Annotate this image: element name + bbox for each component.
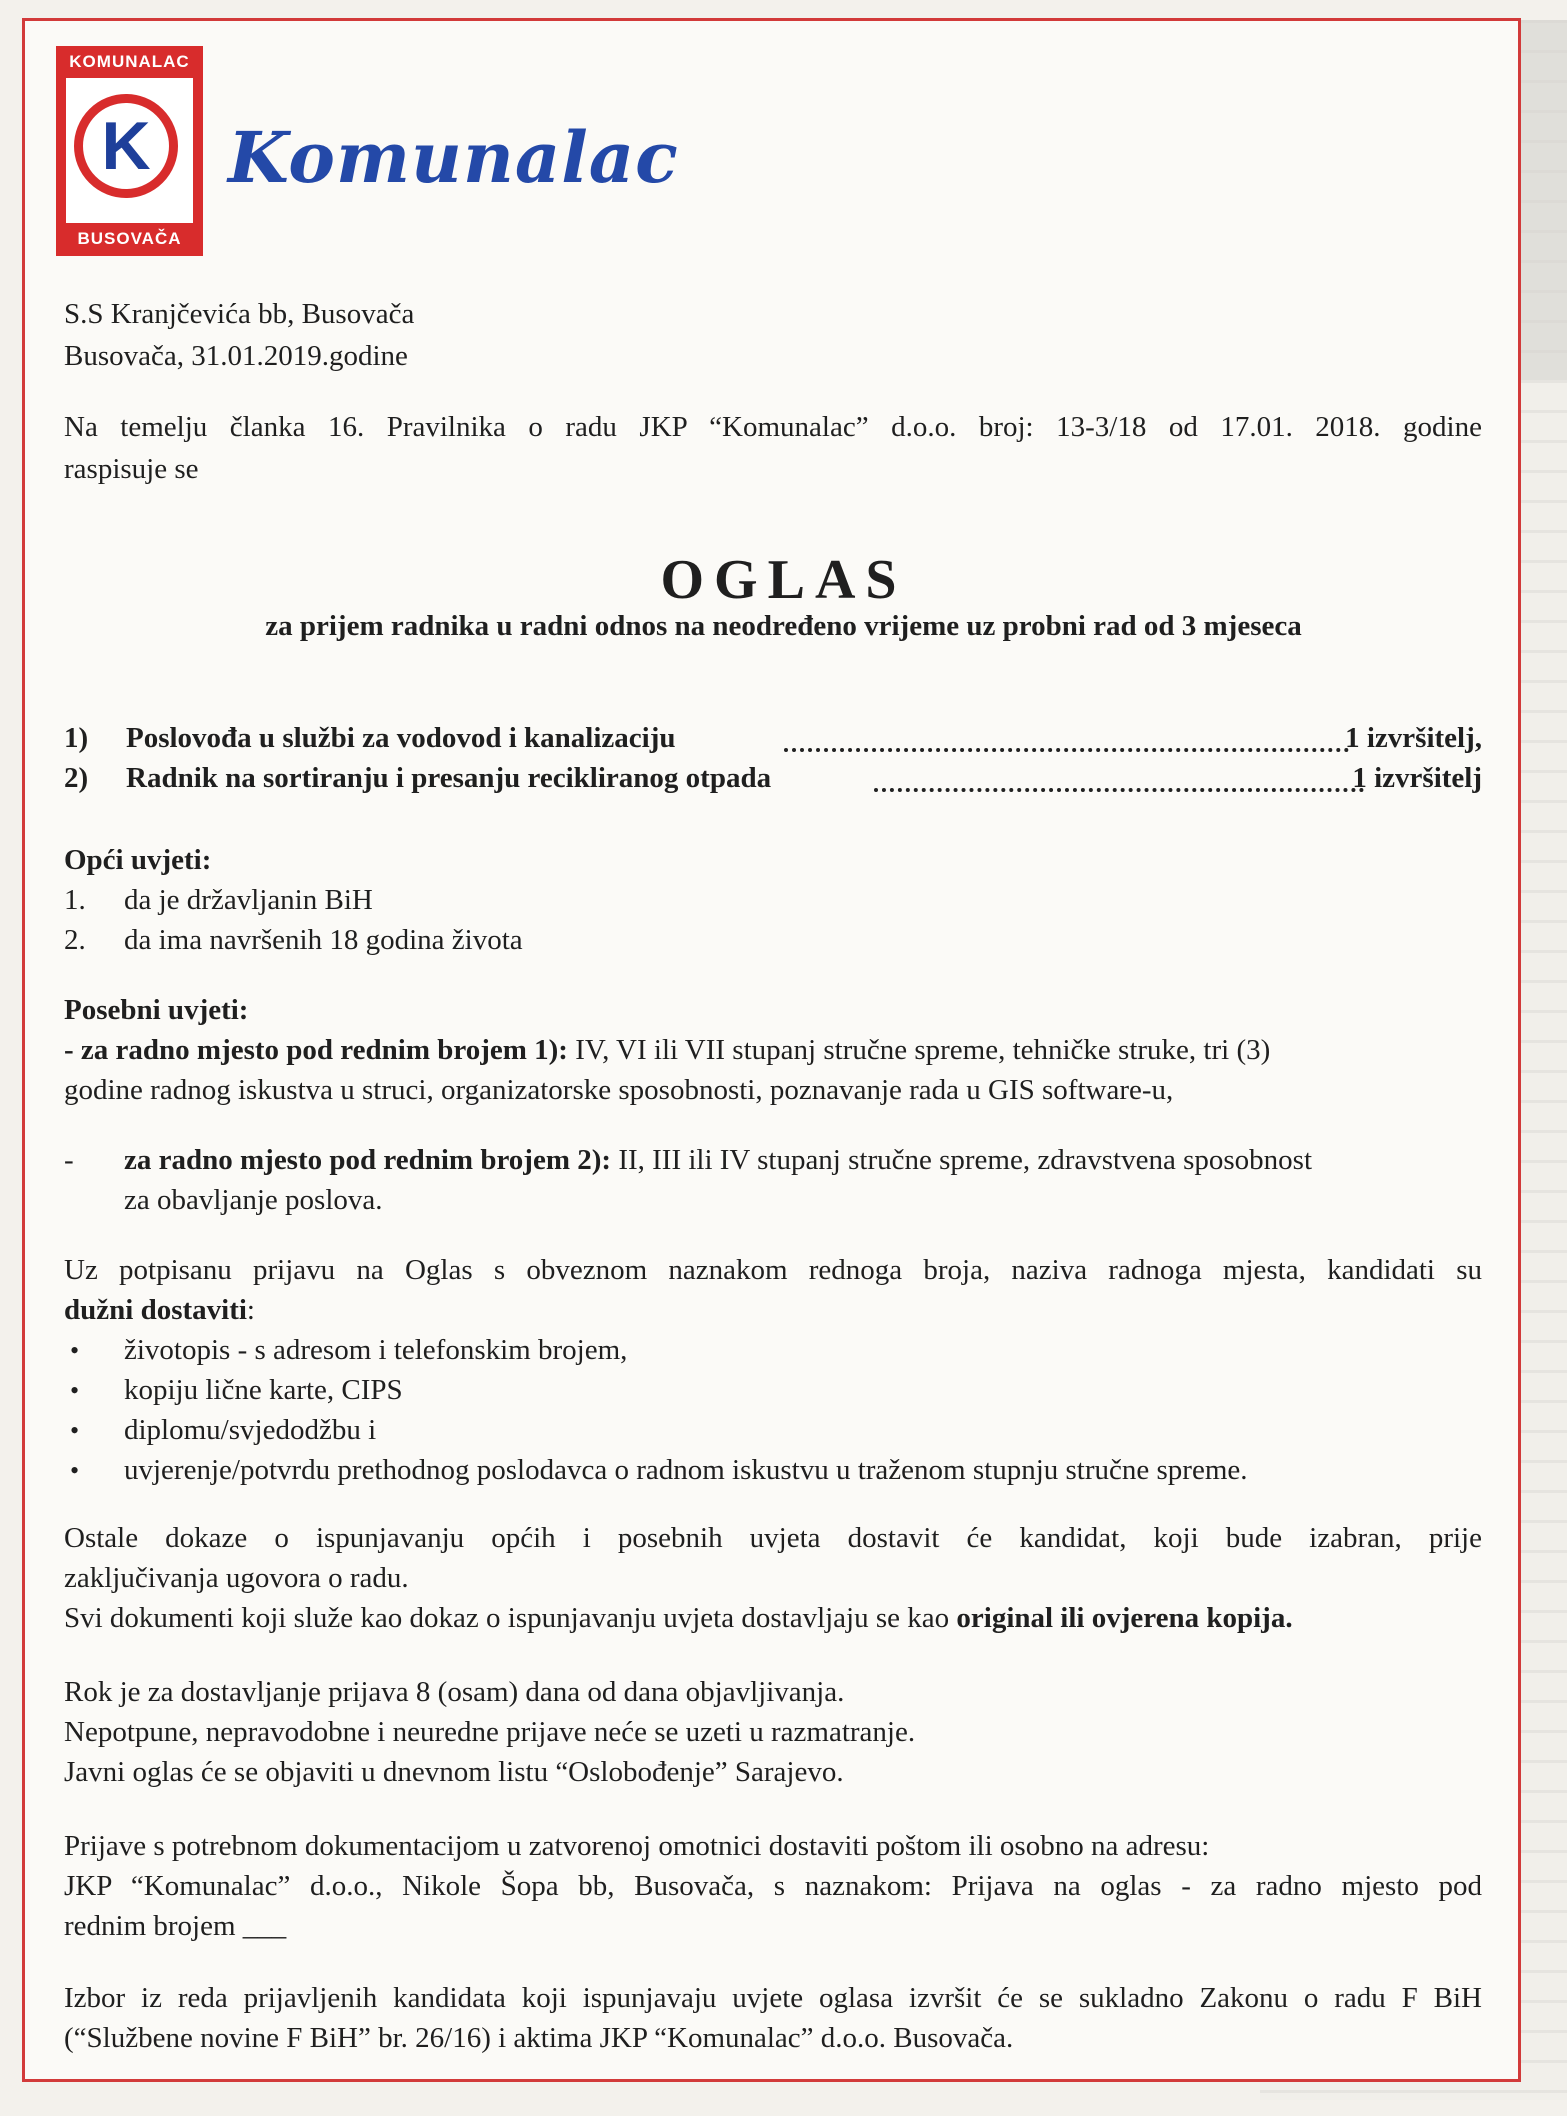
document-item: uvjerenje/potvrdu prethodnog poslodavca o radnom iskustvu u traženom stupnju stručne spreme. bbox=[124, 1454, 1248, 1486]
submission-line-2: JKP “Komunalac” d.o.o., Nikole Šopa bb, Busovača, s naznakom: Prijava na oglas - za radno mjesto pod bbox=[64, 1870, 1482, 1902]
general-item-number: 2. bbox=[64, 924, 86, 956]
logo-letter: K bbox=[101, 108, 151, 184]
special-item-2-line-2: za obavljanje poslova. bbox=[124, 1184, 383, 1216]
proofs-line-3-emphasis: original ili ovjerena kopija. bbox=[956, 1602, 1293, 1634]
special-item-1-line-2: godine radnog iskustva u struci, organizatorske sposobnosti, poznavanje rada u GIS software-u, bbox=[64, 1074, 1174, 1106]
special-item-2 bbox=[124, 1140, 1312, 1181]
documents-intro-line-1: Uz potpisanu prijavu na Oglas s obveznom naznakom rednoga broja, naziva radnoga mjesta, kandidati su bbox=[64, 1254, 1482, 1286]
logo-top-text: KOMUNALAC bbox=[69, 52, 190, 71]
position-count: 1 izvršitelj bbox=[1352, 762, 1482, 794]
deadline-line-3: Javni oglas će se objaviti u dnevnom listu “Oslobođenje” Sarajevo. bbox=[64, 1756, 844, 1788]
general-conditions-heading: Opći uvjeti: bbox=[64, 844, 212, 876]
document-item: kopiju lične karte, CIPS bbox=[124, 1374, 403, 1406]
proofs-line-1: Ostale dokaze o ispunjavanju općih i posebnih uvjeta dostavit će kandidat, koji bude izabran, prije bbox=[64, 1522, 1482, 1554]
special-item-2-text: II, III ili IV stupanj stručne spreme, zdravstvena sposobnost bbox=[611, 1144, 1313, 1176]
logo-emblem bbox=[66, 78, 193, 223]
bullet-icon: • bbox=[70, 1456, 80, 1485]
position-row-1 bbox=[64, 722, 1482, 762]
selection-line-1: Izbor iz reda prijavljenih kandidata koji ispunjavaju uvjete oglasa izvršit će se sukladno Zakonu o radu F BiH bbox=[64, 1982, 1482, 2014]
leader-dots bbox=[784, 748, 1349, 752]
documents-colon: : bbox=[246, 1294, 255, 1326]
position-row-2 bbox=[64, 762, 1482, 802]
company-address: S.S Kranjčevića bb, Busovača bbox=[64, 298, 415, 330]
bullet-icon: • bbox=[70, 1336, 80, 1365]
special-item-2-dash: - bbox=[64, 1144, 74, 1176]
logo-circle bbox=[74, 94, 178, 198]
general-item-number: 1. bbox=[64, 884, 86, 916]
general-item-text: da je državljanin BiH bbox=[124, 884, 373, 916]
proofs-line-2: zaključivanja ugovora o radu. bbox=[64, 1562, 409, 1594]
company-wordmark: Komunalac bbox=[228, 116, 679, 199]
proofs-line-3-text: Svi dokumenti koji služe kao dokaz o ispunjavanju uvjeta dostavljaju se kao bbox=[64, 1602, 957, 1634]
documents-intro-line-2 bbox=[64, 1290, 255, 1331]
special-item-1-label: - za radno mjesto pod rednim brojem 1): bbox=[64, 1034, 568, 1066]
page-subtitle: za prijem radnika u radni odnos na neodređeno vrijeme uz probni rad od 3 mjeseca bbox=[265, 610, 1302, 642]
proofs-line-3 bbox=[64, 1598, 1293, 1639]
position-name: Radnik na sortiranju i presanju recikliranog otpada bbox=[126, 762, 772, 794]
position-number: 1) bbox=[64, 722, 89, 754]
deadline-line-2: Nepotpune, nepravodobne i neuredne prijave neće se uzeti u razmatranje. bbox=[64, 1716, 916, 1748]
leader-dots bbox=[874, 788, 1364, 792]
submission-line-1: Prijave s potrebnom dokumentacijom u zatvorenoj omotnici dostaviti poštom ili osobno na adresu: bbox=[64, 1830, 1210, 1862]
deadline-line-1: Rok je za dostavljanje prijava 8 (osam) dana od dana objavljivanja. bbox=[64, 1676, 845, 1708]
page-title: OGLAS bbox=[660, 549, 907, 611]
special-item-2-label: za radno mjesto pod rednim brojem 2): bbox=[124, 1144, 612, 1176]
position-name: Poslovođa u službi za vodovod i kanalizaciju bbox=[126, 722, 676, 754]
bullet-icon: • bbox=[70, 1416, 80, 1445]
company-logo bbox=[56, 46, 203, 256]
special-conditions-heading: Posebni uvjeti: bbox=[64, 994, 249, 1026]
documents-required-label: dužni dostaviti bbox=[64, 1294, 247, 1326]
document-date: Busovača, 31.01.2019.godine bbox=[64, 340, 408, 372]
submission-line-3: rednim brojem ___ bbox=[64, 1910, 287, 1942]
general-item-text: da ima navršenih 18 godina života bbox=[124, 924, 523, 956]
logo-bottom-text: BUSOVAČA bbox=[77, 229, 182, 248]
special-item-1-text: IV, VI ili VII stupanj stručne spreme, tehničke struke, tri (3) bbox=[567, 1034, 1271, 1066]
position-count: 1 izvršitelj, bbox=[1345, 722, 1482, 754]
special-item-1 bbox=[64, 1030, 1270, 1071]
document-item: diplomu/svjedodžbu i bbox=[124, 1414, 377, 1446]
selection-line-2: (“Službene novine F BiH” br. 26/16) i aktima JKP “Komunalac” d.o.o. Busovača. bbox=[64, 2022, 1014, 2054]
document-item: životopis - s adresom i telefonskim brojem, bbox=[124, 1334, 628, 1366]
position-number: 2) bbox=[64, 762, 89, 794]
intro-line-1: Na temelju članka 16. Pravilnika o radu JKP “Komunalac” d.o.o. broj: 13-3/18 od 17.01. 2018. godine bbox=[64, 411, 1482, 443]
intro-line-2: raspisuje se bbox=[64, 453, 199, 485]
bullet-icon: • bbox=[70, 1376, 80, 1405]
